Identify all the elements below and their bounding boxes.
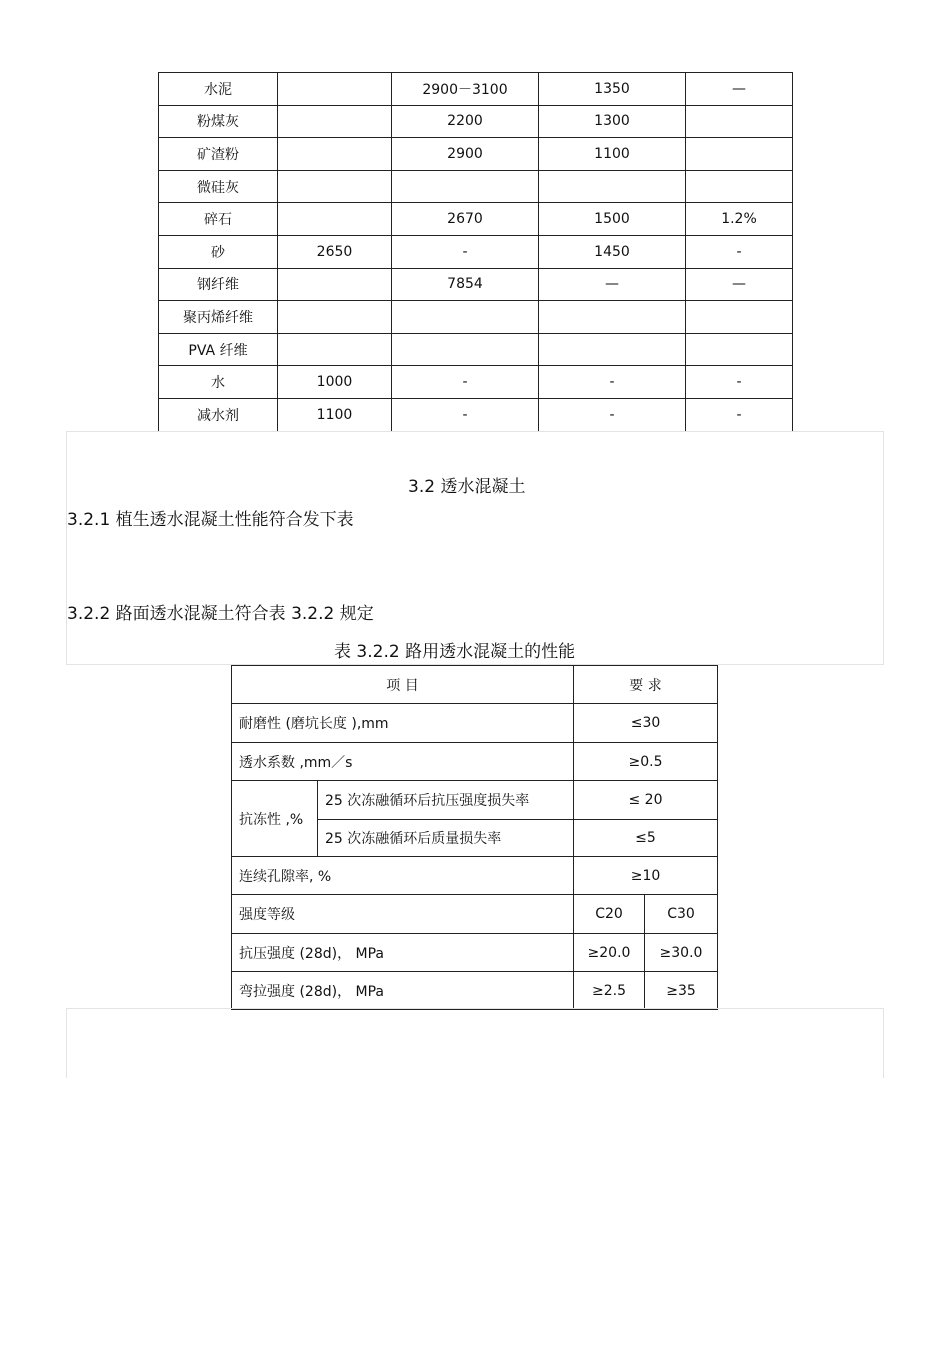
table-row <box>159 268 793 301</box>
material-name-cell: 微硅灰 <box>159 170 278 203</box>
table-caption: 表 3.2.2 路用透水混凝土的性能 <box>334 642 576 662</box>
material-value-cell: - <box>686 235 793 268</box>
material-value-cell <box>539 170 686 203</box>
material-value-cell <box>278 105 392 138</box>
material-value-cell: 1500 <box>539 203 686 236</box>
table-row <box>159 235 793 268</box>
material-name-cell: 碎石 <box>159 203 278 236</box>
frost-strength-label: 25 次冻融循环后抗压强度损失率 <box>318 781 574 820</box>
section-title: 3.2 透水混凝土 <box>408 477 526 497</box>
table-row <box>159 73 793 106</box>
void-ratio-label: 连续孔隙率, % <box>232 857 574 895</box>
table-row <box>159 333 793 366</box>
flexural-c30: ≥35 <box>645 972 718 1010</box>
material-value-cell: 1450 <box>539 235 686 268</box>
material-value-cell: - <box>539 366 686 399</box>
table-row <box>159 366 793 399</box>
material-value-cell <box>686 105 793 138</box>
material-value-cell <box>686 301 793 334</box>
material-name-cell: 减水剂 <box>159 398 278 431</box>
table-header-row <box>232 666 718 704</box>
clause-3-2-1: 3.2.1 植生透水混凝土性能符合发下表 <box>67 510 354 530</box>
table-row <box>159 203 793 236</box>
material-value-cell: 1300 <box>539 105 686 138</box>
material-value-cell <box>539 301 686 334</box>
material-value-cell <box>392 301 539 334</box>
material-value-cell <box>686 170 793 203</box>
grade-label: 强度等级 <box>232 895 574 934</box>
material-value-cell <box>686 333 793 366</box>
material-value-cell: 1000 <box>278 366 392 399</box>
materials-table-body <box>159 73 793 432</box>
material-value-cell: 1100 <box>278 398 392 431</box>
material-value-cell: 2650 <box>278 235 392 268</box>
table-row <box>232 972 718 1010</box>
material-value-cell: 1350 <box>539 73 686 106</box>
materials-table <box>158 72 793 432</box>
table-row <box>232 704 718 743</box>
material-value-cell <box>686 138 793 171</box>
material-value-cell <box>278 203 392 236</box>
material-value-cell: 2900 <box>392 138 539 171</box>
compressive-c30: ≥30.0 <box>645 934 718 972</box>
header-item: 项 目 <box>232 666 574 704</box>
wear-label: 耐磨性 (磨坑长度 ),mm <box>232 704 574 743</box>
clause-3-2-2: 3.2.2 路面透水混凝土符合表 3.2.2 规定 <box>67 604 374 624</box>
material-value-cell: 1100 <box>539 138 686 171</box>
material-value-cell <box>278 73 392 106</box>
material-value-cell <box>278 268 392 301</box>
material-value-cell: 7854 <box>392 268 539 301</box>
material-name-cell: 钢纤维 <box>159 268 278 301</box>
content-frame-bottom <box>66 1008 884 1078</box>
material-value-cell: 2900－3100 <box>392 73 539 106</box>
flexural-c20: ≥2.5 <box>574 972 645 1010</box>
compressive-label: 抗压强度 (28d)， MPa <box>232 934 574 972</box>
material-value-cell: - <box>392 235 539 268</box>
material-name-cell: 矿渣粉 <box>159 138 278 171</box>
material-value-cell: — <box>686 73 793 106</box>
table-row <box>159 105 793 138</box>
material-name-cell: 粉煤灰 <box>159 105 278 138</box>
material-value-cell <box>278 138 392 171</box>
material-name-cell: 水 <box>159 366 278 399</box>
grade-c20: C20 <box>574 895 645 934</box>
compressive-c20: ≥20.0 <box>574 934 645 972</box>
material-value-cell: 2200 <box>392 105 539 138</box>
material-value-cell <box>392 170 539 203</box>
flexural-label: 弯拉强度 (28d)， MPa <box>232 972 574 1010</box>
material-value-cell: - <box>686 398 793 431</box>
void-ratio-value: ≥10 <box>574 857 718 895</box>
material-value-cell <box>539 333 686 366</box>
material-value-cell: - <box>539 398 686 431</box>
table-row <box>232 743 718 781</box>
frost-mass-value: ≤5 <box>574 820 718 857</box>
wear-value: ≤30 <box>574 704 718 743</box>
material-value-cell: - <box>392 366 539 399</box>
permeability-label: 透水系数 ,mm／s <box>232 743 574 781</box>
header-requirement: 要 求 <box>574 666 718 704</box>
frost-label: 抗冻性 ,% <box>232 781 318 857</box>
frost-mass-label: 25 次冻融循环后质量损失率 <box>318 820 574 857</box>
material-value-cell: 1.2% <box>686 203 793 236</box>
material-value-cell <box>278 170 392 203</box>
table-row <box>232 895 718 934</box>
table-row <box>159 301 793 334</box>
permeability-value: ≥0.5 <box>574 743 718 781</box>
material-name-cell: 聚丙烯纤维 <box>159 301 278 334</box>
table-row <box>159 398 793 431</box>
table-row <box>232 857 718 895</box>
table-row <box>232 934 718 972</box>
grade-c30: C30 <box>645 895 718 934</box>
material-value-cell: - <box>392 398 539 431</box>
material-name-cell: PVA 纤维 <box>159 333 278 366</box>
material-value-cell <box>278 333 392 366</box>
material-value-cell: - <box>686 366 793 399</box>
material-value-cell: — <box>686 268 793 301</box>
table-row <box>159 170 793 203</box>
performance-table <box>231 665 718 1010</box>
material-value-cell <box>278 301 392 334</box>
material-name-cell: 水泥 <box>159 73 278 106</box>
material-value-cell: — <box>539 268 686 301</box>
table-row <box>232 781 718 820</box>
material-value-cell <box>392 333 539 366</box>
material-value-cell: 2670 <box>392 203 539 236</box>
frost-strength-value: ≤ 20 <box>574 781 718 820</box>
content-frame <box>66 431 884 665</box>
table-row <box>159 138 793 171</box>
material-name-cell: 砂 <box>159 235 278 268</box>
